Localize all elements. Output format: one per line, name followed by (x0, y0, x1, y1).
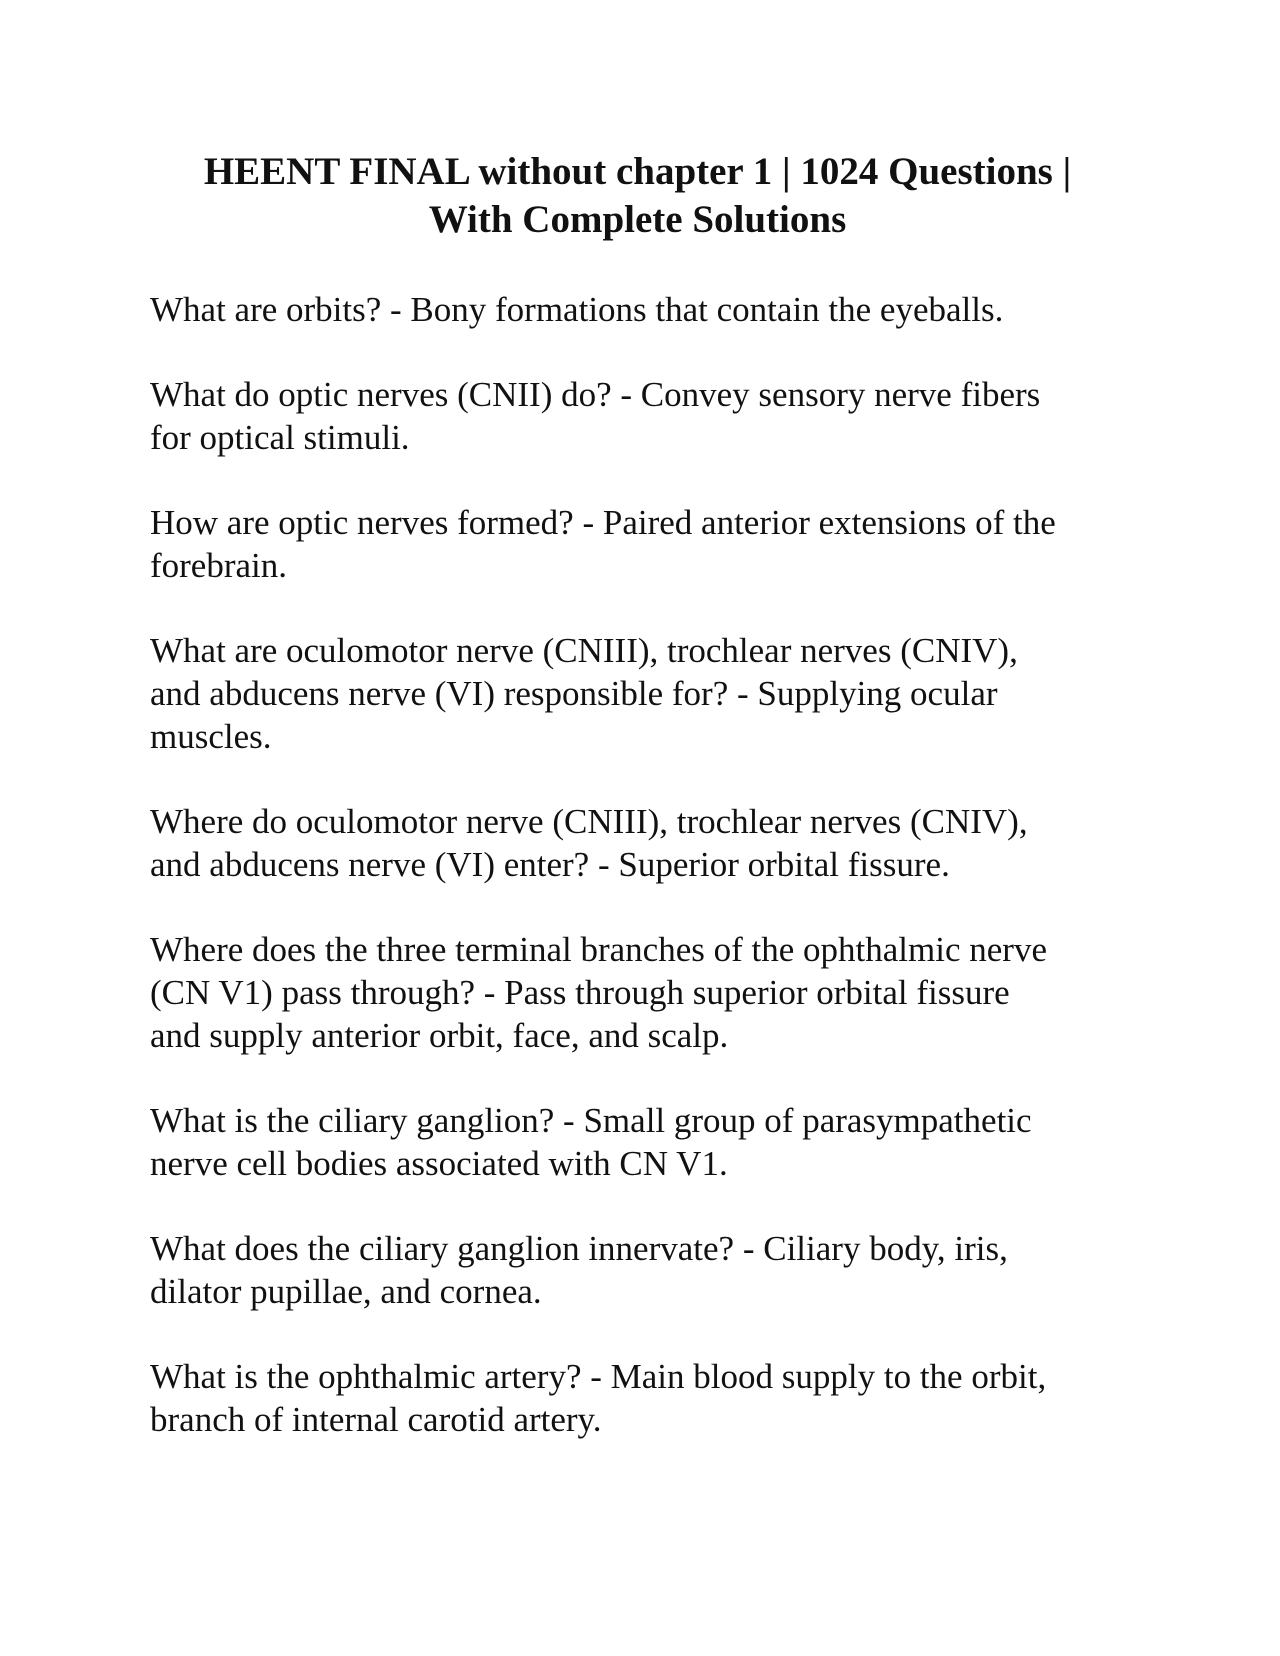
qa-line: dilator pupillae, and cornea. (150, 1272, 542, 1311)
qa-line: What are orbits? - Bony formations that contain the eyeballs. (150, 290, 1004, 329)
qa-line: Where do oculomotor nerve (CNIII), trochlear nerves (CNIV), (150, 802, 1028, 841)
qa-item (150, 928, 1125, 1057)
qa-item (150, 501, 1125, 587)
qa-list (150, 288, 1125, 1483)
qa-line: What are oculomotor nerve (CNIII), trochlear nerves (CNIV), (150, 631, 1018, 670)
qa-item (150, 1227, 1125, 1313)
qa-line: muscles. (150, 717, 272, 756)
qa-line: What is the ophthalmic artery? - Main blood supply to the orbit, (150, 1357, 1047, 1396)
qa-line: and abducens nerve (VI) responsible for? - Supplying ocular (150, 674, 998, 713)
qa-line: forebrain. (150, 546, 288, 585)
qa-line: What do optic nerves (CNII) do? - Convey sensory nerve fibers (150, 375, 1041, 414)
qa-line: What is the ciliary ganglion? - Small group of parasympathetic (150, 1101, 1032, 1140)
qa-line: branch of internal carotid artery. (150, 1400, 602, 1439)
title-line: With Complete Solutions (428, 198, 847, 241)
qa-line: nerve cell bodies associated with CN V1. (150, 1144, 728, 1183)
qa-line: How are optic nerves formed? - Paired anterior extensions of the (150, 503, 1056, 542)
document-title (150, 148, 1125, 244)
qa-item (150, 629, 1125, 758)
qa-line: for optical stimuli. (150, 418, 410, 457)
qa-item (150, 373, 1125, 459)
qa-line: (CN V1) pass through? - Pass through superior orbital fissure (150, 973, 1010, 1012)
qa-item (150, 1355, 1125, 1441)
title-line: HEENT FINAL without chapter 1 | 1024 Questions | (203, 150, 1072, 193)
qa-line: and abducens nerve (VI) enter? - Superior orbital fissure. (150, 845, 950, 884)
qa-line: Where does the three terminal branches of the ophthalmic nerve (150, 930, 1047, 969)
qa-line: What does the ciliary ganglion innervate? - Ciliary body, iris, (150, 1229, 1008, 1268)
qa-item (150, 800, 1125, 886)
qa-line: and supply anterior orbit, face, and scalp. (150, 1016, 729, 1055)
qa-item (150, 1099, 1125, 1185)
qa-item (150, 288, 1125, 331)
